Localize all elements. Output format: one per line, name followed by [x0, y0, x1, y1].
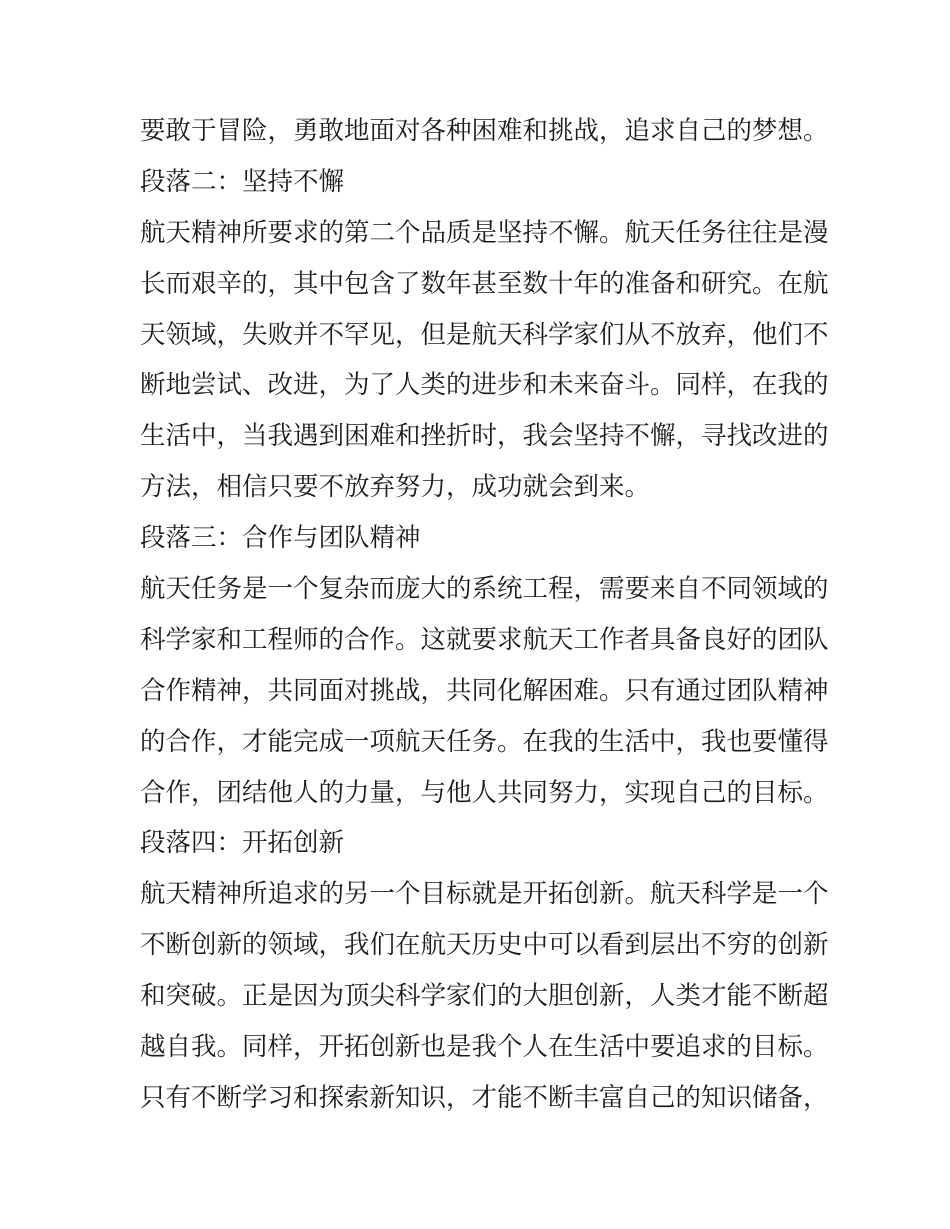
text-line: 和突破。正是因为顶尖科学家们的大胆创新，人类才能不断超	[140, 981, 829, 1012]
document-body	[140, 106, 830, 1124]
text-line: 天领域，失败并不罕见，但是航天科学家们从不放弃，他们不	[140, 319, 829, 350]
text-line: 生活中，当我遇到困难和挫折时，我会坚持不懈，寻找改进的	[140, 421, 829, 452]
text-line: 的合作，才能完成一项航天任务。在我的生活中，我也要懂得	[140, 726, 829, 757]
section-heading: 段落二：坚持不懈	[140, 166, 345, 197]
text-line: 航天任务是一个复杂而庞大的系统工程，需要来自不同领域的	[140, 574, 829, 605]
text-line: 科学家和工程师的合作。这就要求航天工作者具备良好的团队	[140, 624, 829, 655]
text-line: 要敢于冒险，勇敢地面对各种困难和挑战，追求自己的梦想。	[140, 116, 829, 146]
text-line: 长而艰辛的，其中包含了数年甚至数十年的准备和研究。在航	[140, 268, 829, 299]
text-line: 越自我。同样，开拓创新也是我个人在生活中要追求的目标。	[140, 1032, 829, 1063]
text-line: 合作精神，共同面对挑战，共同化解困难。只有通过团队精神	[140, 675, 829, 706]
section-heading: 段落四：开拓创新	[140, 828, 345, 859]
text-line: 方法，相信只要不放弃努力，成功就会到来。	[140, 472, 651, 503]
section-heading: 段落三：合作与团队精神	[140, 523, 421, 554]
text-line: 只有不断学习和探索新知识，才能不断丰富自己的知识储备，	[140, 1082, 829, 1113]
text-line: 航天精神所要求的第二个品质是坚持不懈。航天任务往往是漫	[140, 217, 829, 248]
text-line: 不断创新的领域，我们在航天历史中可以看到层出不穷的创新	[140, 930, 829, 961]
text-line: 断地尝试、改进，为了人类的进步和未来奋斗。同样，在我的	[140, 370, 829, 401]
text-line: 合作，团结他人的力量，与他人共同努力，实现自己的目标。	[140, 777, 829, 808]
text-line: 航天精神所追求的另一个目标就是开拓创新。航天科学是一个	[140, 879, 829, 910]
